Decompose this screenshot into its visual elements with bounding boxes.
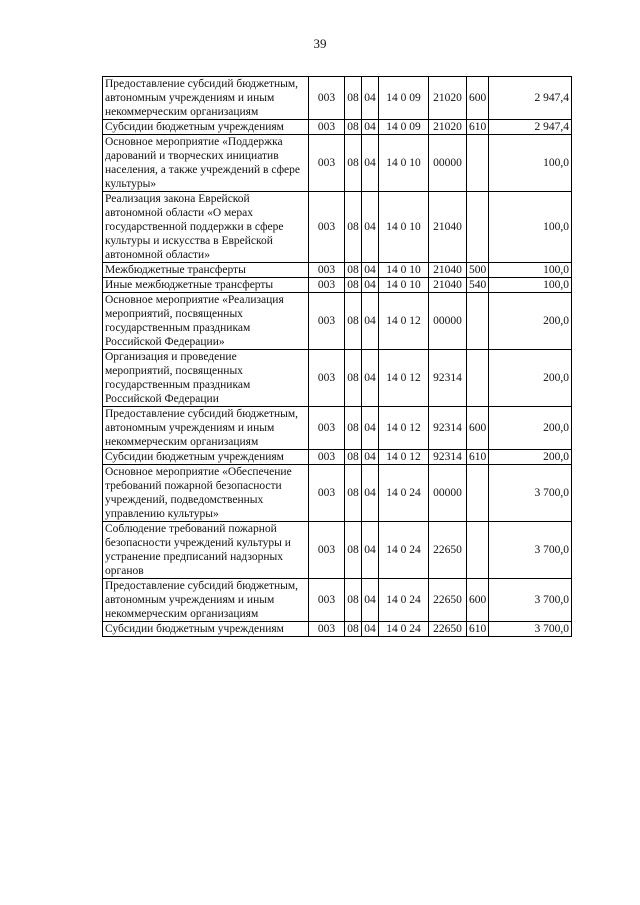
- target-article-direction: 00000: [429, 465, 467, 522]
- expense-type-code: [467, 192, 489, 263]
- section-code: 08: [345, 407, 362, 450]
- target-article-program: 14 0 10: [379, 278, 429, 293]
- subsection-code: 04: [362, 522, 379, 579]
- expense-type-code: 610: [467, 622, 489, 637]
- expense-type-code: [467, 350, 489, 407]
- expense-type-code: 600: [467, 77, 489, 120]
- expense-type-code: 600: [467, 407, 489, 450]
- target-article-direction: 92314: [429, 407, 467, 450]
- table-row: [103, 278, 572, 293]
- section-code: 08: [345, 120, 362, 135]
- expense-type-code: [467, 293, 489, 350]
- subsection-code: 04: [362, 579, 379, 622]
- table-row: [103, 450, 572, 465]
- target-article-direction: 21020: [429, 120, 467, 135]
- row-name: Субсидии бюджетным учреждениям: [103, 450, 309, 465]
- subsection-code: 04: [362, 120, 379, 135]
- target-article-program: 14 0 12: [379, 293, 429, 350]
- row-name: Субсидии бюджетным учреждениям: [103, 120, 309, 135]
- grbs-code: 003: [309, 522, 345, 579]
- grbs-code: 003: [309, 407, 345, 450]
- subsection-code: 04: [362, 278, 379, 293]
- section-code: 08: [345, 293, 362, 350]
- amount: 200,0: [489, 350, 572, 407]
- target-article-direction: 21040: [429, 263, 467, 278]
- target-article-program: 14 0 10: [379, 263, 429, 278]
- grbs-code: 003: [309, 192, 345, 263]
- row-name: Соблюдение требований пожарной безопасности учреждений культуры и устранение предписаний надзорных органов: [103, 522, 309, 579]
- expense-type-code: 600: [467, 579, 489, 622]
- subsection-code: 04: [362, 77, 379, 120]
- amount: 100,0: [489, 135, 572, 192]
- section-code: 08: [345, 263, 362, 278]
- table-row: [103, 293, 572, 350]
- table-row: [103, 465, 572, 522]
- section-code: 08: [345, 622, 362, 637]
- target-article-direction: 21040: [429, 192, 467, 263]
- table-row: [103, 135, 572, 192]
- table-row: [103, 622, 572, 637]
- table-row: [103, 350, 572, 407]
- grbs-code: 003: [309, 135, 345, 192]
- table-row: [103, 579, 572, 622]
- target-article-program: 14 0 10: [379, 192, 429, 263]
- target-article-program: 14 0 12: [379, 407, 429, 450]
- section-code: 08: [345, 579, 362, 622]
- amount: 100,0: [489, 278, 572, 293]
- target-article-program: 14 0 24: [379, 622, 429, 637]
- grbs-code: 003: [309, 263, 345, 278]
- row-name: Основное мероприятие «Реализация мероприятий, посвященных государственным праздникам Российской Федерации»: [103, 293, 309, 350]
- grbs-code: 003: [309, 350, 345, 407]
- target-article-direction: 92314: [429, 450, 467, 465]
- expense-type-code: 540: [467, 278, 489, 293]
- row-name: Основное мероприятие «Обеспечение требований пожарной безопасности учреждений, подведомственных управлению культуры»: [103, 465, 309, 522]
- amount: 2 947,4: [489, 77, 572, 120]
- grbs-code: 003: [309, 278, 345, 293]
- subsection-code: 04: [362, 135, 379, 192]
- table-row: [103, 77, 572, 120]
- target-article-direction: 21040: [429, 278, 467, 293]
- amount: 200,0: [489, 407, 572, 450]
- amount: 200,0: [489, 293, 572, 350]
- expense-type-code: 610: [467, 120, 489, 135]
- amount: 3 700,0: [489, 522, 572, 579]
- table-row: [103, 192, 572, 263]
- expense-type-code: [467, 522, 489, 579]
- target-article-program: 14 0 12: [379, 450, 429, 465]
- target-article-direction: 92314: [429, 350, 467, 407]
- target-article-program: 14 0 10: [379, 135, 429, 192]
- table-row: [103, 120, 572, 135]
- target-article-direction: 00000: [429, 293, 467, 350]
- page-number: 39: [313, 36, 327, 51]
- row-name: Предоставление субсидий бюджетным, автономным учреждениям и иным некоммерческим организациям: [103, 579, 309, 622]
- expense-type-code: 610: [467, 450, 489, 465]
- target-article-program: 14 0 24: [379, 465, 429, 522]
- amount: 3 700,0: [489, 622, 572, 637]
- row-name: Субсидии бюджетным учреждениям: [103, 622, 309, 637]
- amount: 3 700,0: [489, 579, 572, 622]
- row-name: Иные межбюджетные трансферты: [103, 278, 309, 293]
- target-article-program: 14 0 24: [379, 522, 429, 579]
- subsection-code: 04: [362, 407, 379, 450]
- expense-type-code: [467, 135, 489, 192]
- expense-type-code: [467, 465, 489, 522]
- target-article-direction: 22650: [429, 622, 467, 637]
- section-code: 08: [345, 465, 362, 522]
- amount: 200,0: [489, 450, 572, 465]
- target-article-program: 14 0 24: [379, 579, 429, 622]
- grbs-code: 003: [309, 622, 345, 637]
- section-code: 08: [345, 450, 362, 465]
- grbs-code: 003: [309, 579, 345, 622]
- subsection-code: 04: [362, 465, 379, 522]
- amount: 2 947,4: [489, 120, 572, 135]
- row-name: Предоставление субсидий бюджетным, автономным учреждениям и иным некоммерческим организациям: [103, 77, 309, 120]
- row-name: Межбюджетные трансферты: [103, 263, 309, 278]
- target-article-direction: 22650: [429, 522, 467, 579]
- section-code: 08: [345, 522, 362, 579]
- row-name: Предоставление субсидий бюджетным, автономным учреждениям и иным некоммерческим организациям: [103, 407, 309, 450]
- target-article-program: 14 0 09: [379, 120, 429, 135]
- grbs-code: 003: [309, 77, 345, 120]
- grbs-code: 003: [309, 450, 345, 465]
- table-row: [103, 522, 572, 579]
- amount: 100,0: [489, 192, 572, 263]
- subsection-code: 04: [362, 293, 379, 350]
- grbs-code: 003: [309, 120, 345, 135]
- section-code: 08: [345, 278, 362, 293]
- subsection-code: 04: [362, 263, 379, 278]
- expense-type-code: 500: [467, 263, 489, 278]
- section-code: 08: [345, 77, 362, 120]
- row-name: Основное мероприятие «Поддержка дарований и творческих инициатив населения, а также учреждений в сфере культуры»: [103, 135, 309, 192]
- budget-table: [102, 76, 572, 637]
- section-code: 08: [345, 192, 362, 263]
- amount: 100,0: [489, 263, 572, 278]
- subsection-code: 04: [362, 350, 379, 407]
- target-article-direction: 21020: [429, 77, 467, 120]
- section-code: 08: [345, 350, 362, 407]
- row-name: Реализация закона Еврейской автономной области «О мерах государственной поддержки в сфере культуры и искусства в Еврейской автономной области»: [103, 192, 309, 263]
- grbs-code: 003: [309, 293, 345, 350]
- subsection-code: 04: [362, 192, 379, 263]
- grbs-code: 003: [309, 465, 345, 522]
- table-row: [103, 263, 572, 278]
- target-article-direction: 00000: [429, 135, 467, 192]
- target-article-direction: 22650: [429, 579, 467, 622]
- subsection-code: 04: [362, 450, 379, 465]
- amount: 3 700,0: [489, 465, 572, 522]
- subsection-code: 04: [362, 622, 379, 637]
- target-article-program: 14 0 12: [379, 350, 429, 407]
- target-article-program: 14 0 09: [379, 77, 429, 120]
- table-row: [103, 407, 572, 450]
- section-code: 08: [345, 135, 362, 192]
- row-name: Организация и проведение мероприятий, посвященных государственным праздникам Российской Федерации: [103, 350, 309, 407]
